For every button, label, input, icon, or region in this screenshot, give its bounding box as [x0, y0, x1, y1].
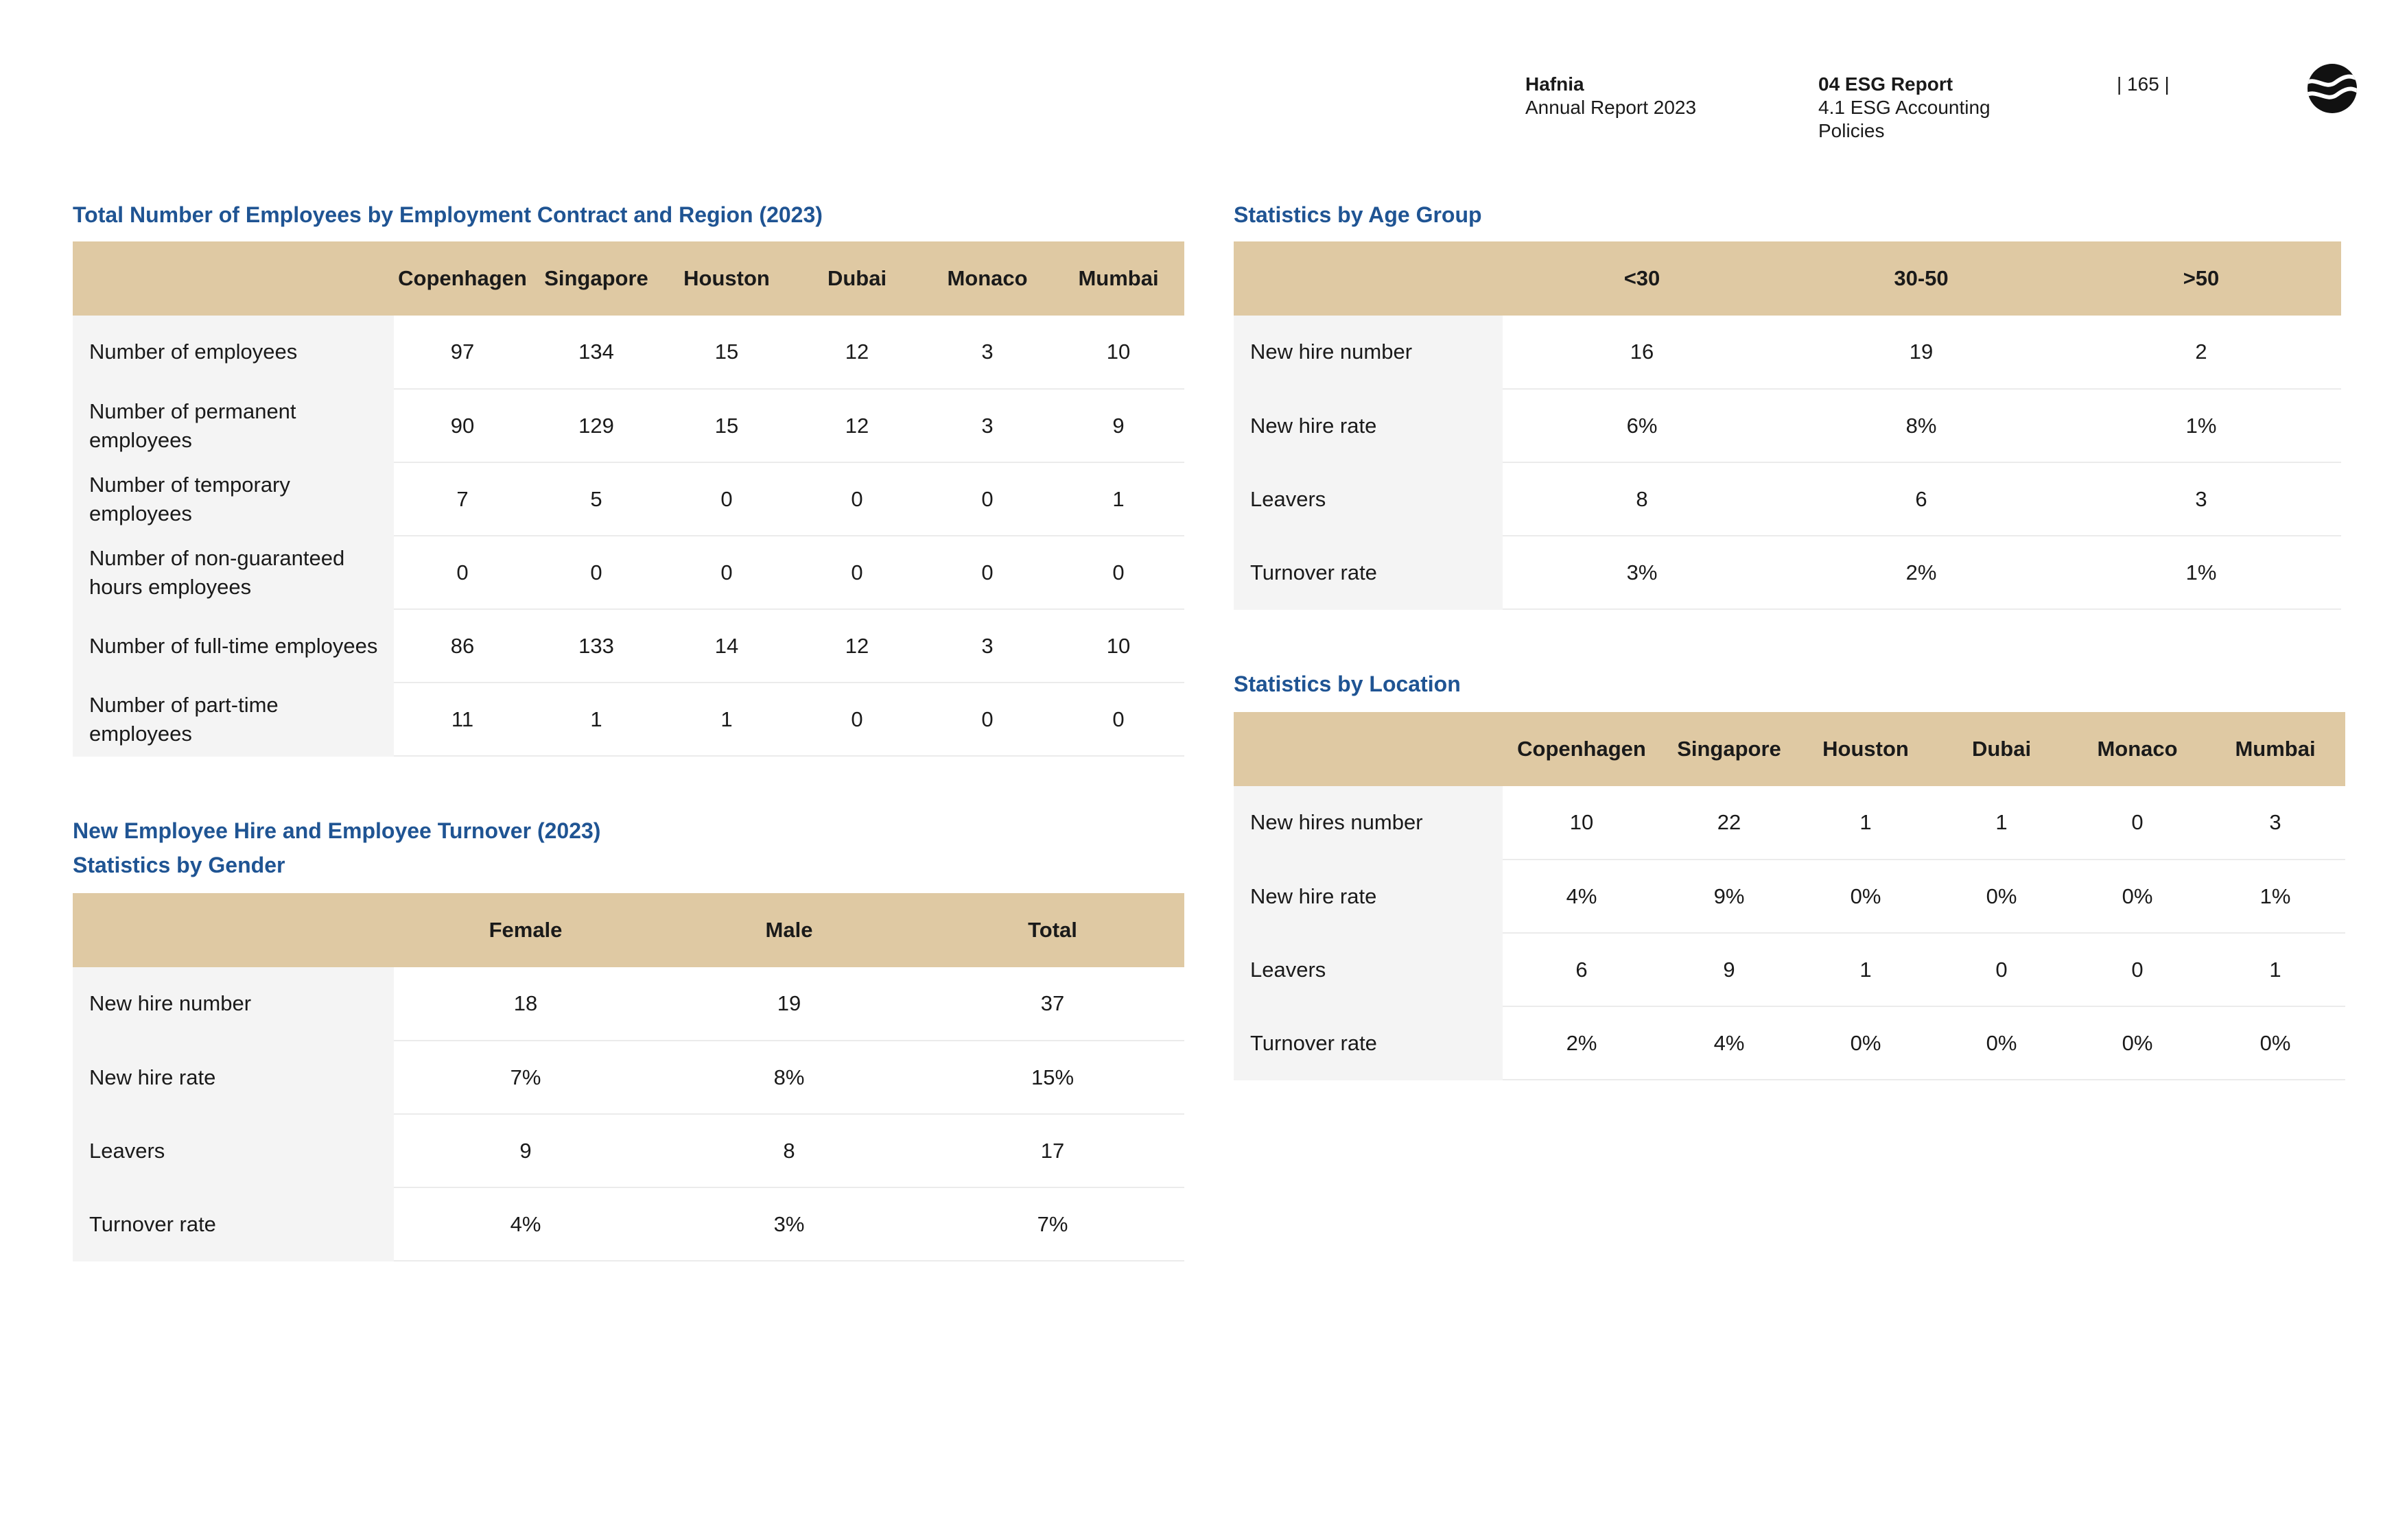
row-label: Turnover rate	[73, 1187, 394, 1261]
table-row	[73, 967, 1184, 1041]
table-cell: 0	[531, 536, 661, 609]
table-cell: 22	[1660, 786, 1798, 860]
table-cell: 1	[1053, 462, 1184, 536]
table-row	[1234, 389, 2341, 462]
column-header: Singapore	[531, 241, 661, 316]
table-row	[73, 536, 1184, 609]
table-cell: 0	[792, 536, 922, 609]
table-cell: 3	[2205, 786, 2345, 860]
table-row	[73, 683, 1184, 756]
table-cell: 133	[531, 609, 661, 683]
table-row	[1234, 1006, 2345, 1080]
column-header: Dubai	[792, 241, 922, 316]
report-name: Annual Report 2023	[1525, 97, 1697, 118]
table-cell: 37	[921, 967, 1184, 1041]
table-cell: 1	[1798, 933, 1934, 1006]
subsection-name: 4.1 ESG Accounting Policies	[1818, 97, 1991, 141]
table-row	[73, 1114, 1184, 1187]
table-cell: 1%	[2061, 389, 2341, 462]
table-row	[1234, 786, 2345, 860]
table-cell: 15%	[921, 1041, 1184, 1114]
header-blank-cell	[73, 241, 394, 316]
table-cell: 134	[531, 316, 661, 389]
column-header: Dubai	[1934, 712, 2069, 786]
row-label: Number of temporary employees	[73, 462, 394, 536]
section-name: 04 ESG Report	[1818, 73, 1953, 95]
table-cell: 5	[531, 462, 661, 536]
table-cell: 9	[1053, 389, 1184, 462]
table-cell: 12	[792, 609, 922, 683]
header-company-block	[1525, 73, 1696, 119]
table-cell: 3	[922, 316, 1053, 389]
table-cell: 0	[922, 683, 1053, 756]
row-label: Number of employees	[73, 316, 394, 389]
column-header: Total	[921, 893, 1184, 967]
table-cell: 0	[1934, 933, 2069, 1006]
table-cell: 0	[792, 683, 922, 756]
row-label: Leavers	[1234, 933, 1503, 1006]
table-row	[1234, 860, 2345, 933]
table-cell: 14	[661, 609, 792, 683]
table-cell: 9	[394, 1114, 657, 1187]
table-cell: 7%	[921, 1187, 1184, 1261]
table-cell: 7%	[394, 1041, 657, 1114]
table-cell: 1%	[2061, 536, 2341, 609]
table-row	[1234, 933, 2345, 1006]
table-row	[73, 1187, 1184, 1261]
table-row	[1234, 316, 2341, 389]
column-header: Houston	[661, 241, 792, 316]
table-cell: 0	[661, 462, 792, 536]
table-cell: 0%	[1798, 1006, 1934, 1080]
header-blank-cell	[1234, 712, 1503, 786]
table-cell: 12	[792, 316, 922, 389]
table-cell: 11	[394, 683, 531, 756]
column-header: Monaco	[2069, 712, 2205, 786]
table-cell: 0	[2069, 786, 2205, 860]
row-label: New hires number	[1234, 786, 1503, 860]
column-header: Female	[394, 893, 657, 967]
table-cell: 129	[531, 389, 661, 462]
table-cell: 19	[1781, 316, 2061, 389]
table-cell: 18	[394, 967, 657, 1041]
table-row	[73, 389, 1184, 462]
table-cell: 0	[394, 536, 531, 609]
table-cell: 3	[2061, 462, 2341, 536]
table-cell: 15	[661, 316, 792, 389]
table-cell: 86	[394, 609, 531, 683]
company-name: Hafnia	[1525, 73, 1584, 95]
table-cell: 17	[921, 1114, 1184, 1187]
column-header: >50	[2061, 241, 2341, 316]
table-cell: 10	[1503, 786, 1660, 860]
column-header: Copenhagen	[1503, 712, 1660, 786]
table-cell: 4%	[394, 1187, 657, 1261]
location-table-title: Statistics by Location	[1234, 672, 1461, 696]
table-cell: 10	[1053, 609, 1184, 683]
table-cell: 19	[657, 967, 921, 1041]
table-cell: 15	[661, 389, 792, 462]
employees-table-title: Total Number of Employees by Employment Contract and Region (2023)	[73, 202, 823, 227]
table-cell: 16	[1503, 316, 1781, 389]
table-cell: 0	[1053, 536, 1184, 609]
table-cell: 0%	[1934, 1006, 2069, 1080]
gender-table	[73, 893, 1184, 1261]
table-cell: 1	[1798, 786, 1934, 860]
column-header: Mumbai	[1053, 241, 1184, 316]
table-cell: 9	[1660, 933, 1798, 1006]
table-cell: 10	[1053, 316, 1184, 389]
age-table-header-row	[1234, 241, 2341, 316]
column-header: Singapore	[1660, 712, 1798, 786]
table-cell: 0	[922, 462, 1053, 536]
row-label: New hire rate	[1234, 860, 1503, 933]
table-cell: 4%	[1503, 860, 1660, 933]
table-row	[73, 1041, 1184, 1114]
turnover-title: New Employee Hire and Employee Turnover (2023)	[73, 818, 601, 843]
column-header: Houston	[1798, 712, 1934, 786]
header-blank-cell	[73, 893, 394, 967]
column-header: Copenhagen	[394, 241, 531, 316]
age-table-title: Statistics by Age Group	[1234, 202, 1482, 227]
employees-table	[73, 241, 1184, 757]
table-cell: 0	[922, 536, 1053, 609]
employees-table-header-row	[73, 241, 1184, 316]
row-label: Number of full-time employees	[73, 609, 394, 683]
table-cell: 0%	[1798, 860, 1934, 933]
header-section-block	[1818, 73, 2038, 143]
table-cell: 0%	[2069, 1006, 2205, 1080]
table-cell: 3%	[1503, 536, 1781, 609]
row-label: New hire number	[1234, 316, 1503, 389]
table-row	[73, 316, 1184, 389]
table-cell: 90	[394, 389, 531, 462]
table-cell: 12	[792, 389, 922, 462]
table-cell: 97	[394, 316, 531, 389]
table-cell: 1	[531, 683, 661, 756]
table-cell: 1%	[2205, 860, 2345, 933]
table-cell: 3	[922, 389, 1053, 462]
table-row	[73, 609, 1184, 683]
row-label: Turnover rate	[1234, 1006, 1503, 1080]
row-label: Turnover rate	[1234, 536, 1503, 609]
table-cell: 0	[661, 536, 792, 609]
table-cell: 6	[1781, 462, 2061, 536]
table-row	[73, 462, 1184, 536]
table-row	[1234, 536, 2341, 609]
gender-table-title: Statistics by Gender	[73, 853, 285, 877]
row-label: New hire rate	[1234, 389, 1503, 462]
table-cell: 4%	[1660, 1006, 1798, 1080]
location-table	[1234, 712, 2345, 1080]
age-table	[1234, 241, 2341, 610]
table-cell: 8%	[1781, 389, 2061, 462]
location-table-header-row	[1234, 712, 2345, 786]
row-label: Number of permanent employees	[73, 389, 394, 462]
row-label: New hire number	[73, 967, 394, 1041]
table-cell: 0	[1053, 683, 1184, 756]
row-label: Number of part-time employees	[73, 683, 394, 756]
column-header: <30	[1503, 241, 1781, 316]
table-cell: 7	[394, 462, 531, 536]
column-header: Monaco	[922, 241, 1053, 316]
table-cell: 0%	[2069, 860, 2205, 933]
table-cell: 2%	[1503, 1006, 1660, 1080]
table-cell: 8%	[657, 1041, 921, 1114]
table-cell: 2%	[1781, 536, 2061, 609]
table-row	[1234, 462, 2341, 536]
table-cell: 6	[1503, 933, 1660, 1006]
table-cell: 8	[1503, 462, 1781, 536]
table-cell: 1	[661, 683, 792, 756]
row-label: Number of non-guaranteed hours employees	[73, 536, 394, 609]
table-cell: 9%	[1660, 860, 1798, 933]
table-cell: 8	[657, 1114, 921, 1187]
table-cell: 0%	[2205, 1006, 2345, 1080]
row-label: New hire rate	[73, 1041, 394, 1114]
hafnia-logo	[2307, 63, 2358, 114]
header-blank-cell	[1234, 241, 1503, 316]
table-cell: 0	[792, 462, 922, 536]
table-cell: 0%	[1934, 860, 2069, 933]
page-number: | 165 |	[2117, 73, 2170, 95]
table-cell: 1	[1934, 786, 2069, 860]
table-cell: 3%	[657, 1187, 921, 1261]
column-header: Mumbai	[2205, 712, 2345, 786]
column-header: Male	[657, 893, 921, 967]
row-label: Leavers	[1234, 462, 1503, 536]
table-cell: 6%	[1503, 389, 1781, 462]
table-cell: 0	[2069, 933, 2205, 1006]
table-cell: 1	[2205, 933, 2345, 1006]
column-header: 30-50	[1781, 241, 2061, 316]
row-label: Leavers	[73, 1114, 394, 1187]
table-cell: 2	[2061, 316, 2341, 389]
table-cell: 3	[922, 609, 1053, 683]
gender-table-header-row	[73, 893, 1184, 967]
